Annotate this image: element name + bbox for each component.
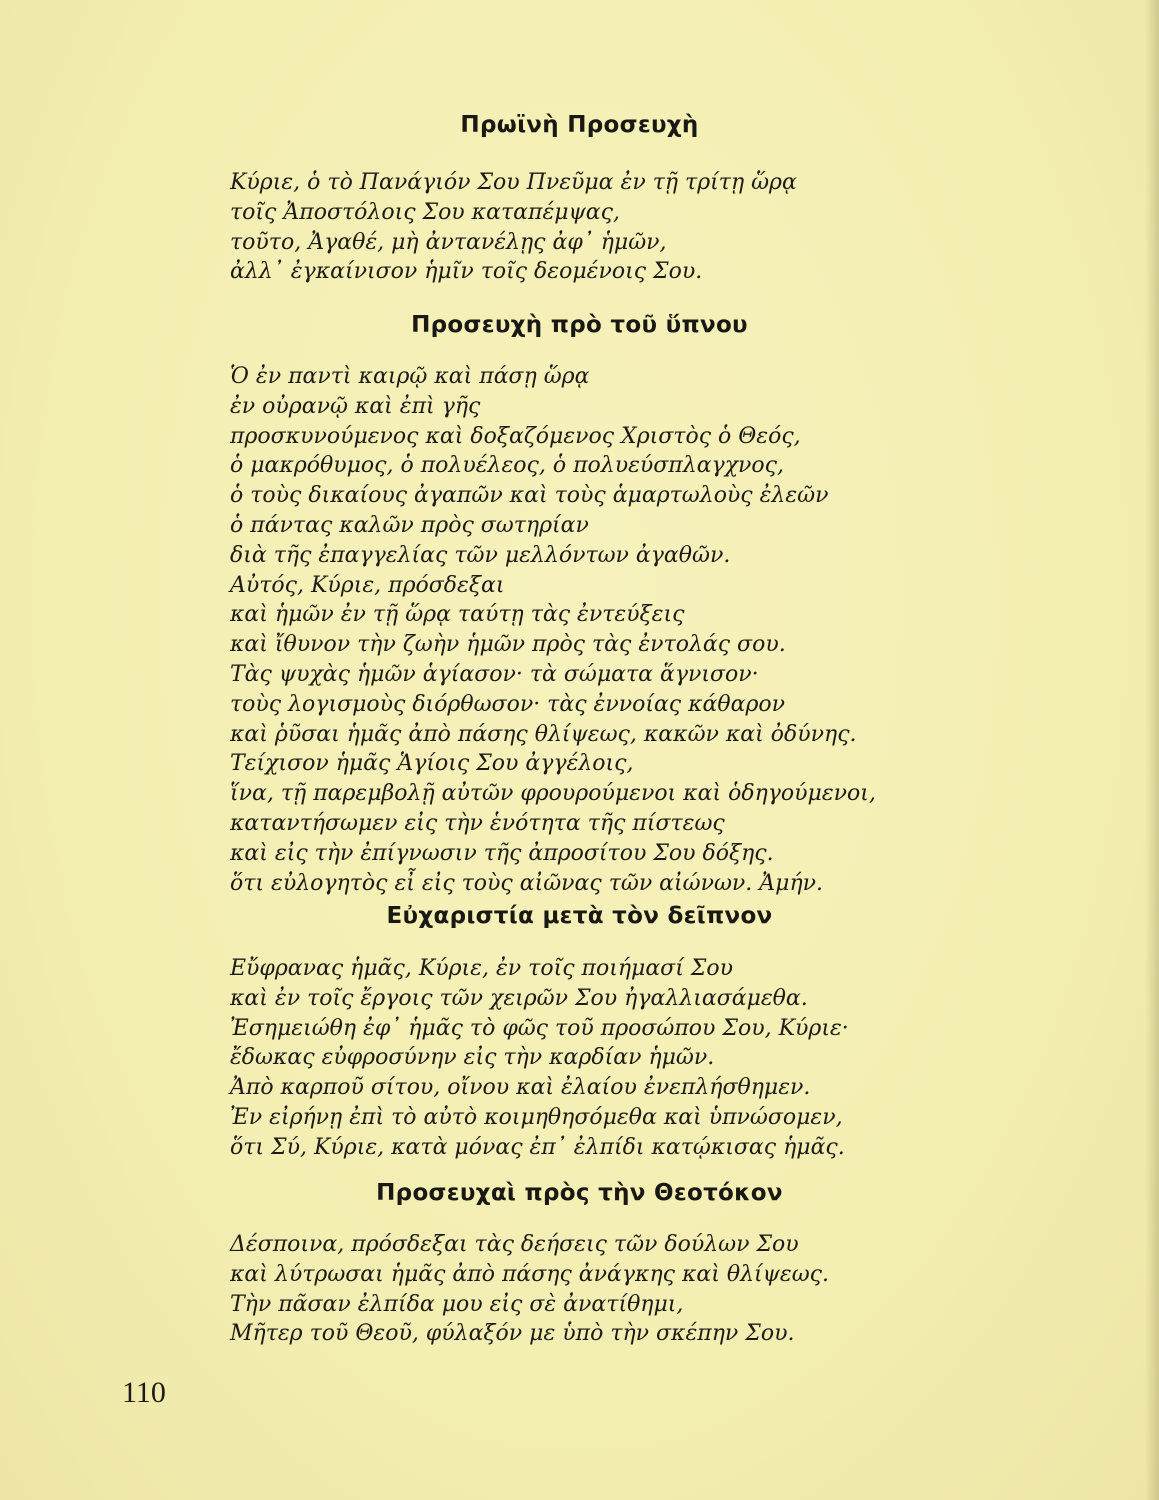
- section-body-morning-prayer: [230, 168, 930, 287]
- verse-line: προσκυνούμενος καὶ δοξαζόμενος Χριστὸς ὁ Θεός,: [230, 423, 801, 449]
- verse-line: καταντήσωμεν εἰς τὴν ἑνότητα τῆς πίστεως: [230, 810, 725, 836]
- verse-line: ἵνα, τῇ παρεμβολῇ αὐτῶν φρουρούμενοι καὶ ὁδηγούμενοι,: [230, 781, 876, 807]
- section-body-prayers-to-theotokos: [230, 1230, 930, 1349]
- verse-line: καὶ ῥῦσαι ἡμᾶς ἀπὸ πάσης θλίψεως, κακῶν καὶ ὀδύνης.: [230, 721, 857, 747]
- verse-line: ὁ τοὺς δικαίους ἀγαπῶν καὶ τοὺς ἁμαρτωλοὺς ἐλεῶν: [230, 483, 829, 509]
- section-body-thanksgiving-after-dinner: [230, 954, 930, 1163]
- verse-line: τοὺς λογισμοὺς διόρθωσον· τὰς ἐννοίας κάθαρον: [230, 691, 786, 717]
- verse-line: Ἐσημειώθη ἐφ᾽ ἡμᾶς τὸ φῶς τοῦ προσώπου Σου, Κύριε·: [230, 1015, 849, 1041]
- verse-line: Εὔφρανας ἡμᾶς, Κύριε, ἐν τοῖς ποιήμασί Σου: [230, 956, 733, 981]
- verse-line: Κύριε, ὁ τὸ Πανάγιόν Σου Πνεῦμα ἐν τῇ τρίτῃ ὥρᾳ: [230, 170, 797, 195]
- section-title-morning-prayer: Πρωϊνὴ Προσευχὴ: [460, 112, 699, 138]
- verse-line: καὶ ἐν τοῖς ἔργοις τῶν χειρῶν Σου ἠγαλλιασάμεθα.: [230, 985, 808, 1011]
- section-title-prayer-before-sleep: Προσευχὴ πρὸ τοῦ ὕπνου: [411, 312, 748, 338]
- verse-line: τοῖς Ἀποστόλοις Σου καταπέμψας,: [230, 199, 620, 225]
- page-number: 110: [122, 1376, 166, 1409]
- verse-line: ἔδωκας εὐφροσύνην εἰς τὴν καρδίαν ἡμῶν.: [230, 1045, 715, 1071]
- section-title-prayers-to-theotokos: Προσευχαὶ πρὸς τὴν Θεοτόκον: [376, 1180, 783, 1206]
- verse-line: Τὴν πᾶσαν ἐλπίδα μου εἰς σὲ ἀνατίθημι,: [230, 1291, 684, 1317]
- section-body-prayer-before-sleep: [230, 362, 930, 898]
- verse-line: διὰ τῆς ἐπαγγελίας τῶν μελλόντων ἀγαθῶν.: [230, 542, 731, 568]
- verse-line: Ἐν εἰρήνῃ ἐπὶ τὸ αὐτὸ κοιμηθησόμεθα καὶ ὑπνώσομεν,: [230, 1104, 843, 1130]
- verse-line: ὅτι εὐλογητὸς εἶ εἰς τοὺς αἰῶνας τῶν αἰώνων. Ἀμήν.: [230, 870, 824, 896]
- section-title-thanksgiving-after-dinner: Εὐχαριστία μετὰ τὸν δεῖπνον: [386, 903, 773, 929]
- verse-line: Ὁ ἐν παντὶ καιρῷ καὶ πάσῃ ὥρᾳ: [230, 364, 590, 389]
- verse-line: καὶ εἰς τὴν ἐπίγνωσιν τῆς ἀπροσίτου Σου δόξης.: [230, 840, 774, 866]
- page-edge-shadow: [1145, 0, 1159, 1500]
- verse-line: καὶ ἴθυνον τὴν ζωὴν ἡμῶν πρὸς τὰς ἐντολάς σου.: [230, 632, 786, 658]
- verse-line: Τὰς ψυχὰς ἡμῶν ἁγίασον· τὰ σώματα ἅγνισον·: [230, 661, 759, 687]
- verse-line: ὁ πάντας καλῶν πρὸς σωτηρίαν: [230, 512, 589, 538]
- verse-line: Ἀπὸ καρποῦ σίτου, οἴνου καὶ ἐλαίου ἐνεπλήσθημεν.: [230, 1075, 811, 1101]
- verse-line: Μῆτερ τοῦ Θεοῦ, φύλαξόν με ὑπὸ τὴν σκέπην Σου.: [230, 1321, 795, 1347]
- verse-line: ὁ μακρόθυμος, ὁ πολυέλεος, ὁ πολυεύσπλαγχνος,: [230, 453, 784, 479]
- verse-line: καὶ λύτρωσαι ἡμᾶς ἀπὸ πάσης ἀνάγκης καὶ θλίψεως.: [230, 1261, 829, 1287]
- verse-line: ἀλλ᾽ ἐγκαίνισον ἡμῖν τοῖς δεομένοις Σου.: [230, 259, 703, 285]
- verse-line: καὶ ἡμῶν ἐν τῇ ὥρᾳ ταύτῃ τὰς ἐντεύξεις: [230, 602, 685, 628]
- verse-line: Αὐτός, Κύριε, πρόσδεξαι: [230, 572, 505, 598]
- verse-line: τοῦτο, Ἀγαθέ, μὴ ἀντανέλῃς ἀφ᾽ ἡμῶν,: [230, 229, 667, 255]
- verse-line: ὅτι Σύ, Κύριε, κατὰ μόνας ἐπ᾽ ἐλπίδι κατῴκισας ἡμᾶς.: [230, 1134, 845, 1160]
- verse-line: Τείχισον ἡμᾶς Ἁγίοις Σου ἀγγέλοις,: [230, 751, 634, 777]
- verse-line: Δέσποινα, πρόσδεξαι τὰς δεήσεις τῶν δούλων Σου: [230, 1232, 799, 1257]
- verse-line: ἐν οὐρανῷ καὶ ἐπὶ γῆς: [230, 393, 481, 419]
